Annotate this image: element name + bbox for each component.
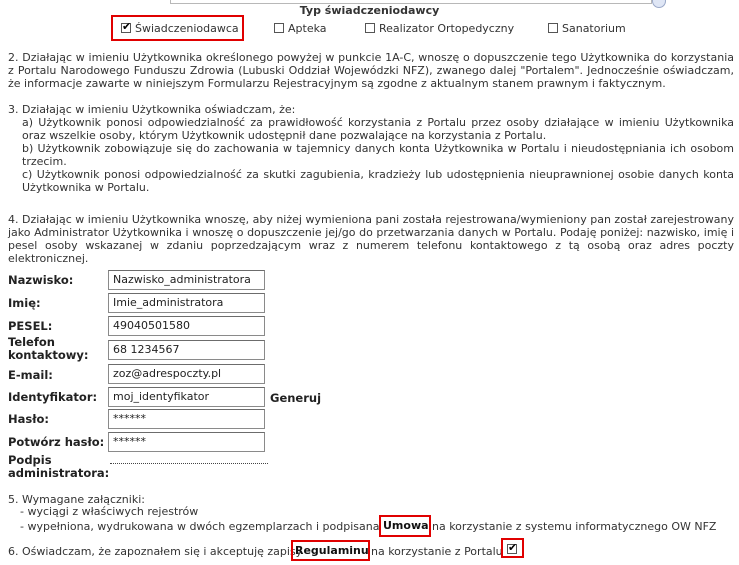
provider-type-sanatorium[interactable]: Sanatorium [548,21,626,35]
identifier-input[interactable]: moj_identyfikator [108,387,265,407]
email-label: E-mail: [8,368,53,382]
pesel-input[interactable]: 49040501580 [108,316,265,336]
checkbox-apteka[interactable] [274,23,284,33]
accept-checkbox[interactable] [507,541,518,554]
section-3-text: 3. Działając w imieniu Użytkownika oświadczam, że: a) Użytkownik ponosi odpowiedzialność za prawidłowość korzystania z Portalu przez osoby działające w imieniu Użytkownika oraz wszelkie osoby, którym Użytkownik udostępnił dane pozwalające na korzystania z Portalu. b) Użytkownik zobowiązuje się do zachowania w tajemnicy danych konta Użytkownika w Portalu i nieudostępniania ich osobom trzecim. c) Użytkownik ponosi odpowiedzialność za skutki zagubienia, kradzieży lub udostępnienia nieuprawnionej osobie danych konta Użytkownika w Portalu. [8,103,734,194]
name-input[interactable]: Imie_administratora [108,293,265,313]
check-mark-icon: ✔ [508,541,518,554]
regulamin-link[interactable]: Regulaminu [295,544,369,557]
name-label: Imię: [8,296,41,310]
password-input[interactable]: ****** [108,409,265,429]
checkbox-swiadczeniodawca[interactable] [121,20,132,33]
attachment-item-umowa: - wypełniona, wydrukowana w dwóch egzemplarzach i podpisana [20,520,380,533]
provider-type-apteka[interactable]: Apteka [274,21,327,35]
statement-text: 6. Oświadczam, że zapoznałem się i akceptuję zapisy [8,545,303,558]
attachments-section: 5. Wymagane załączniki: - wyciągi z właściwych rejestrów [8,493,199,518]
check-mark-icon: ✔ [122,20,132,33]
confirm-password-label: Potwórz hasło: [8,435,105,449]
password-label: Hasło: [8,412,49,426]
identifier-label: Identyfikator: [8,390,98,404]
phone-label: Telefon kontaktowy: [8,335,89,362]
surname-label: Nazwisko: [8,273,74,287]
confirm-password-input[interactable]: ****** [108,432,265,452]
signature-label: Podpis administratora: [8,453,110,480]
provider-type-realizator[interactable]: Realizator Ortopedyczny [365,21,514,35]
umowa-suffix: na korzystanie z systemu informatycznego OW NFZ [432,520,717,533]
email-input[interactable]: zoz@adrespoczty.pl [108,364,265,384]
provider-type-heading: Typ świadczeniodawcy [299,4,440,17]
checkbox-sanatorium[interactable] [548,23,558,33]
pesel-label: PESEL: [8,319,53,333]
generate-link[interactable]: Generuj [270,391,322,405]
provider-type-swiadczeniodawca[interactable]: ✔ Świadczeniodawca [122,20,239,35]
umowa-link[interactable]: Umowa [383,519,429,532]
section-4-text: 4. Działając w imieniu Użytkownika wnoszę, aby niżej wymieniona pani została rejestrowana/wymieniony pan został zarejestrowany jako Administrator Użytkownika i wnoszę o dopuszczenie jej/go do przetwarzania danych w Portalu. Podaję poniżej: nazwisko, imię i pesel osoby wskazanej w zdaniu poprzedzającym wraz z numerem telefonu kontaktowego z tą osobą oraz adres poczty elektronicznej. [8,213,734,265]
phone-input[interactable]: 68 1234567 [108,340,265,360]
checkbox-realizator[interactable] [365,23,375,33]
signature-dotted-line [110,461,268,464]
accept-checkbox-wrap[interactable] [507,542,517,555]
section-2-text: 2. Działając w imieniu Użytkownika określonego powyżej w punkcie 1A-C, wnoszę o dopuszczenie tego Użytkownika do korzystania z Portalu Narodowego Funduszu Zdrowia (Lubuski Oddział Wojewódzki NFZ), zwanego dalej "Portalem". Jednocześnie oświadczam, że informacje zawarte w niniejszym Formularzu Rejestracyjnym są zgodne z aktualnym stanem prawnym i faktycznym. [8,51,734,90]
statement-suffix: na korzystanie z Portalu [371,545,503,558]
surname-input[interactable]: Nazwisko_administratora [108,270,265,290]
